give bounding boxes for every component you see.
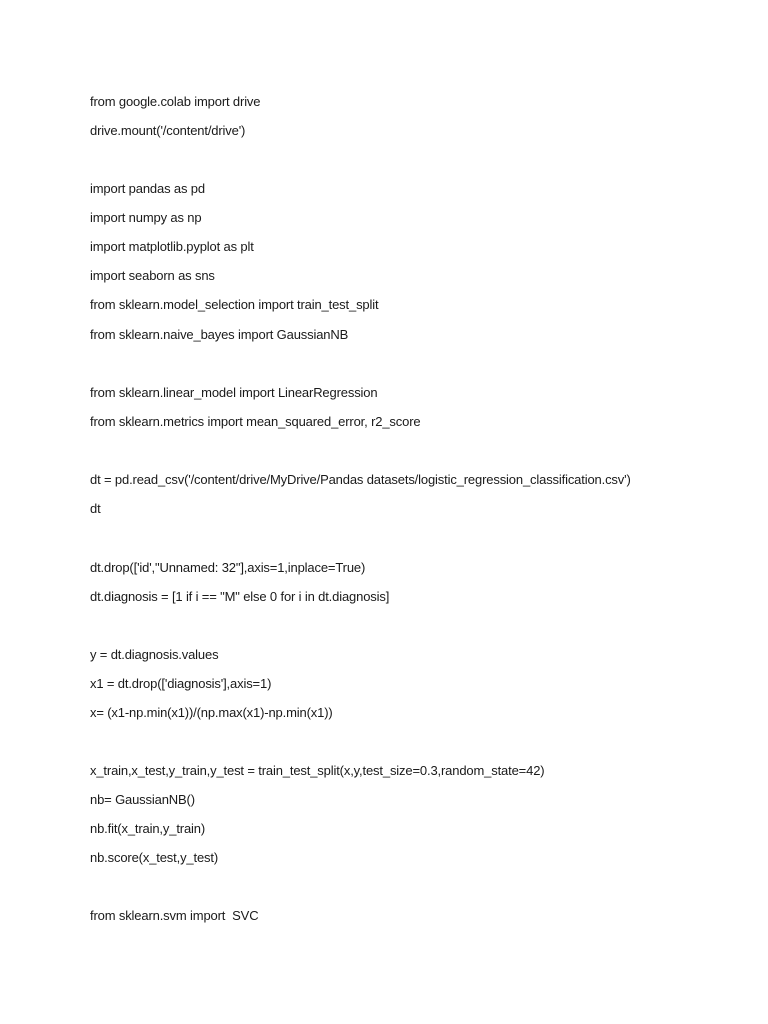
code-line: import seaborn as sns bbox=[90, 268, 215, 283]
code-line: from google.colab import drive bbox=[90, 94, 261, 109]
code-line: dt.diagnosis = [1 if i == "M" else 0 for i in dt.diagnosis] bbox=[90, 589, 390, 604]
code-line: nb.fit(x_train,y_train) bbox=[90, 821, 206, 836]
code-line: nb= GaussianNB() bbox=[90, 792, 195, 807]
code-line: x_train,x_test,y_train,y_test = train_test_split(x,y,test_size=0.3,random_state=42) bbox=[90, 763, 545, 778]
code-line: from sklearn.svm import SVC bbox=[90, 908, 259, 923]
code-line: from sklearn.naive_bayes import GaussianNB bbox=[90, 327, 349, 342]
code-line: import numpy as np bbox=[90, 210, 202, 225]
code-line: x= (x1-np.min(x1))/(np.max(x1)-np.min(x1)) bbox=[90, 705, 333, 720]
code-line: y = dt.diagnosis.values bbox=[90, 647, 219, 662]
code-line: import pandas as pd bbox=[90, 181, 205, 196]
code-line: dt.drop(['id',"Unnamed: 32"],axis=1,inplace=True) bbox=[90, 560, 366, 575]
code-line: x1 = dt.drop(['diagnosis'],axis=1) bbox=[90, 676, 272, 691]
code-line: dt = pd.read_csv('/content/drive/MyDrive/Pandas datasets/logistic_regression_classification.csv') bbox=[90, 472, 631, 487]
code-line: import matplotlib.pyplot as plt bbox=[90, 239, 254, 254]
code-line: drive.mount('/content/drive') bbox=[90, 123, 246, 138]
code-line: from sklearn.model_selection import train_test_split bbox=[90, 297, 379, 312]
code-line: dt bbox=[90, 501, 101, 516]
code-line: from sklearn.metrics import mean_squared_error, r2_score bbox=[90, 414, 421, 429]
code-line: nb.score(x_test,y_test) bbox=[90, 850, 219, 865]
code-line: from sklearn.linear_model import LinearRegression bbox=[90, 385, 378, 400]
